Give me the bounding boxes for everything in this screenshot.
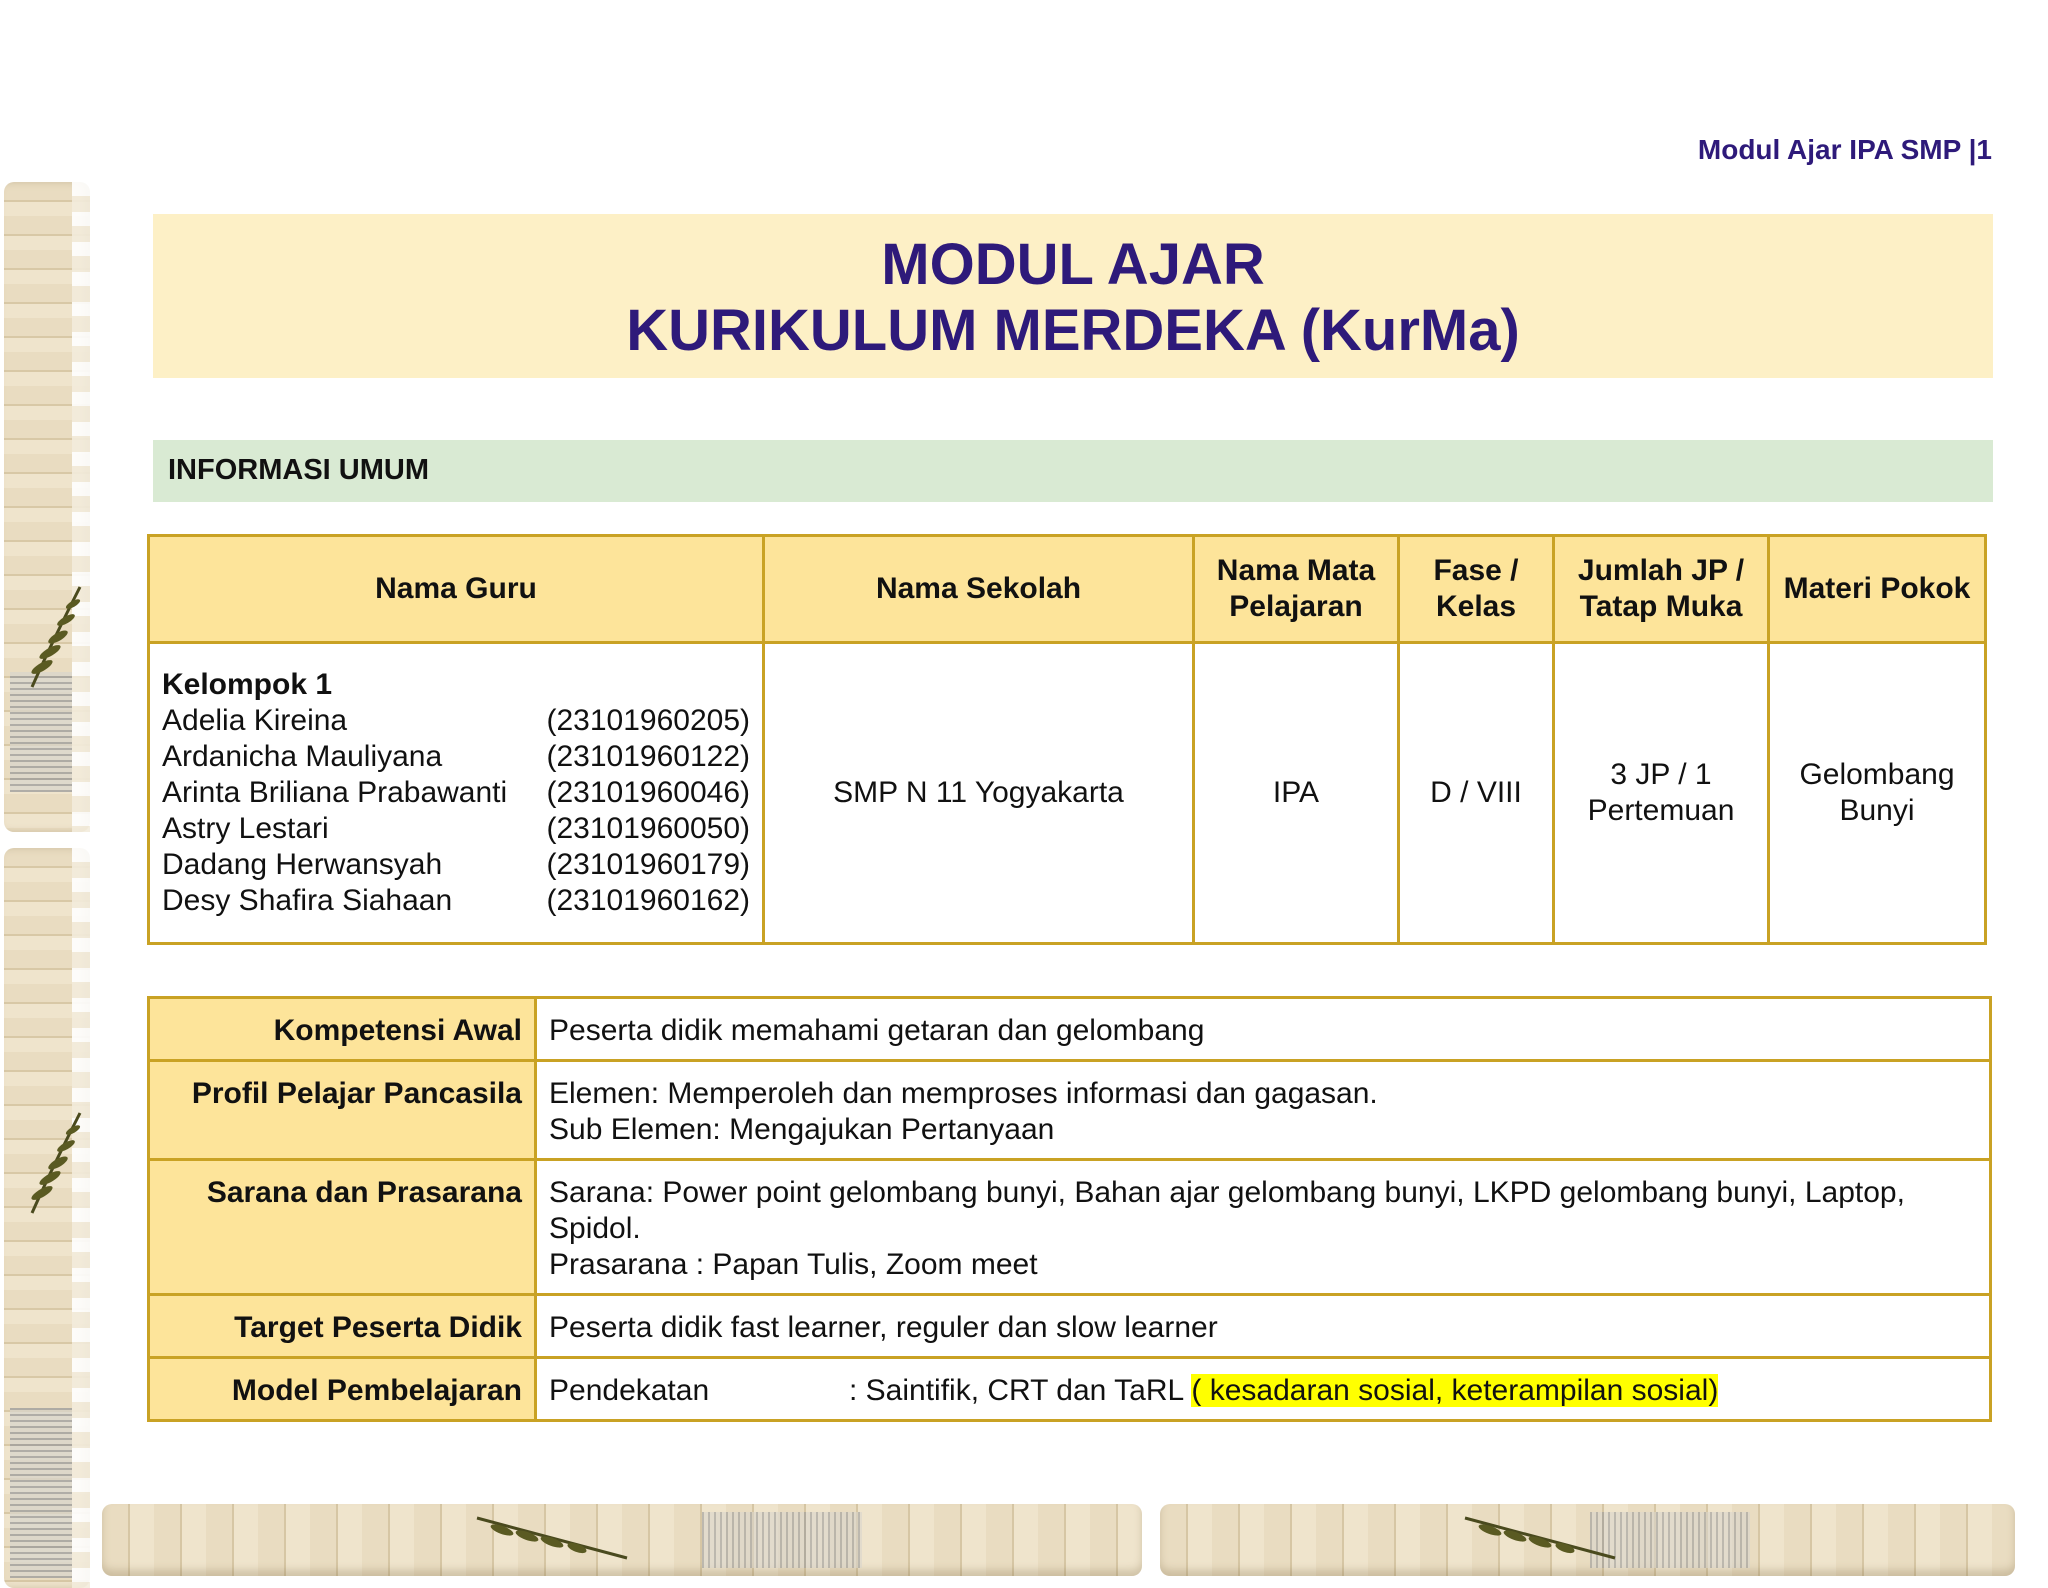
target-label: Target Peserta Didik: [149, 1295, 536, 1358]
table-header-row: [149, 536, 1986, 643]
model-highlight: ( kesadaran sosial, keterampilan sosial): [1191, 1374, 1719, 1407]
teacher-id: (23101960162): [546, 884, 750, 917]
fern-icon: [1460, 1508, 1620, 1568]
teacher-id: (23101960046): [546, 776, 750, 809]
teacher-name: Arinta Briliana Prabawanti: [162, 776, 508, 809]
teacher-name: Astry Lestari: [162, 812, 329, 845]
teacher-id: (23101960205): [546, 704, 750, 737]
decorative-paper-strip: [102, 1504, 1142, 1576]
teacher-row: [162, 883, 750, 919]
newsprint-texture: [702, 1512, 862, 1568]
teacher-id: (23101960050): [546, 812, 750, 845]
table-row: [149, 1160, 1991, 1295]
section-title: INFORMASI UMUM: [168, 454, 429, 486]
fern-icon: [22, 582, 86, 692]
table-row: [149, 1295, 1991, 1358]
details-table: [147, 996, 1992, 1422]
sarana-label: Sarana dan Prasarana: [149, 1160, 536, 1295]
school-cell: SMP N 11 Yogyakarta: [764, 643, 1194, 944]
profil-label: Profil Pelajar Pancasila: [149, 1061, 536, 1160]
teacher-row: [162, 811, 750, 847]
jp-cell: 3 JP / 1 Pertemuan: [1554, 643, 1769, 944]
teacher-row: [162, 739, 750, 775]
teacher-name: Dadang Herwansyah: [162, 848, 443, 881]
teacher-list-cell: [149, 643, 764, 944]
header-nama-sekolah: Nama Sekolah: [764, 536, 1194, 643]
header-materi-pokok: Materi Pokok: [1769, 536, 1986, 643]
kompetensi-label: Kompetensi Awal: [149, 998, 536, 1061]
header-jumlah-jp: Jumlah JP / Tatap Muka: [1554, 536, 1769, 643]
model-value: [536, 1358, 1991, 1421]
table-row: [149, 1358, 1991, 1421]
topic-cell: Gelombang Bunyi: [1769, 643, 1986, 944]
teacher-name: Ardanicha Mauliyana: [162, 740, 443, 773]
info-table: [147, 534, 1987, 945]
kompetensi-value: Peserta didik memahami getaran dan gelombang: [536, 998, 1991, 1061]
header-fase-kelas: Fase / Kelas: [1399, 536, 1554, 643]
teacher-row: [162, 775, 750, 811]
teacher-id: (23101960179): [546, 848, 750, 881]
teacher-name: Adelia Kireina: [162, 704, 348, 737]
newsprint-texture: [10, 1408, 72, 1578]
fern-icon: [22, 1108, 86, 1218]
decorative-paper-strip: [4, 848, 90, 1588]
sarana-value: [536, 1160, 1991, 1295]
table-row: [149, 998, 1991, 1061]
page-subtitle: KURIKULUM MERDEKA (KurMa): [626, 298, 1520, 363]
teacher-row: [162, 847, 750, 883]
decorative-paper-strip: [1160, 1504, 2015, 1576]
section-header: [153, 440, 1993, 502]
target-value: Peserta didik fast learner, reguler dan slow learner: [536, 1295, 1991, 1358]
model-key: Pendekatan: [549, 1374, 710, 1407]
sarana-text: Sarana: Power point gelombang bunyi, Bahan ajar gelombang bunyi, LKPD gelombang bunyi, Laptop, Spidol.: [549, 1176, 1905, 1245]
torn-edge: [72, 182, 90, 832]
phase-class-cell: D / VIII: [1399, 643, 1554, 944]
page-title: MODUL AJAR: [881, 232, 1265, 297]
teacher-name: Desy Shafira Siahaan: [162, 884, 453, 917]
prasarana-text: Prasarana : Papan Tulis, Zoom meet: [549, 1248, 1038, 1281]
fern-icon: [472, 1508, 632, 1568]
table-row: [149, 1061, 1991, 1160]
model-approach: : Saintifik, CRT dan TaRL: [849, 1374, 1192, 1407]
profil-element: Elemen: Memperoleh dan memproses informasi dan gagasan.: [549, 1077, 1378, 1110]
teacher-id: (23101960122): [546, 740, 750, 773]
header-nama-guru: Nama Guru: [149, 536, 764, 643]
page-header: Modul Ajar IPA SMP |1: [1697, 134, 1992, 165]
title-banner: [153, 214, 1993, 378]
profil-sub-element: Sub Elemen: Mengajukan Pertanyaan: [549, 1113, 1055, 1146]
teacher-row: [162, 703, 750, 739]
subject-cell: IPA: [1194, 643, 1399, 944]
model-label: Model Pembelajaran: [149, 1358, 536, 1421]
profil-value: [536, 1061, 1991, 1160]
group-name: Kelompok 1: [162, 668, 333, 701]
table-row: [149, 643, 1986, 944]
decorative-paper-strip: [4, 182, 90, 832]
header-mata-pelajaran: Nama Mata Pelajaran: [1194, 536, 1399, 643]
torn-edge: [72, 848, 90, 1588]
